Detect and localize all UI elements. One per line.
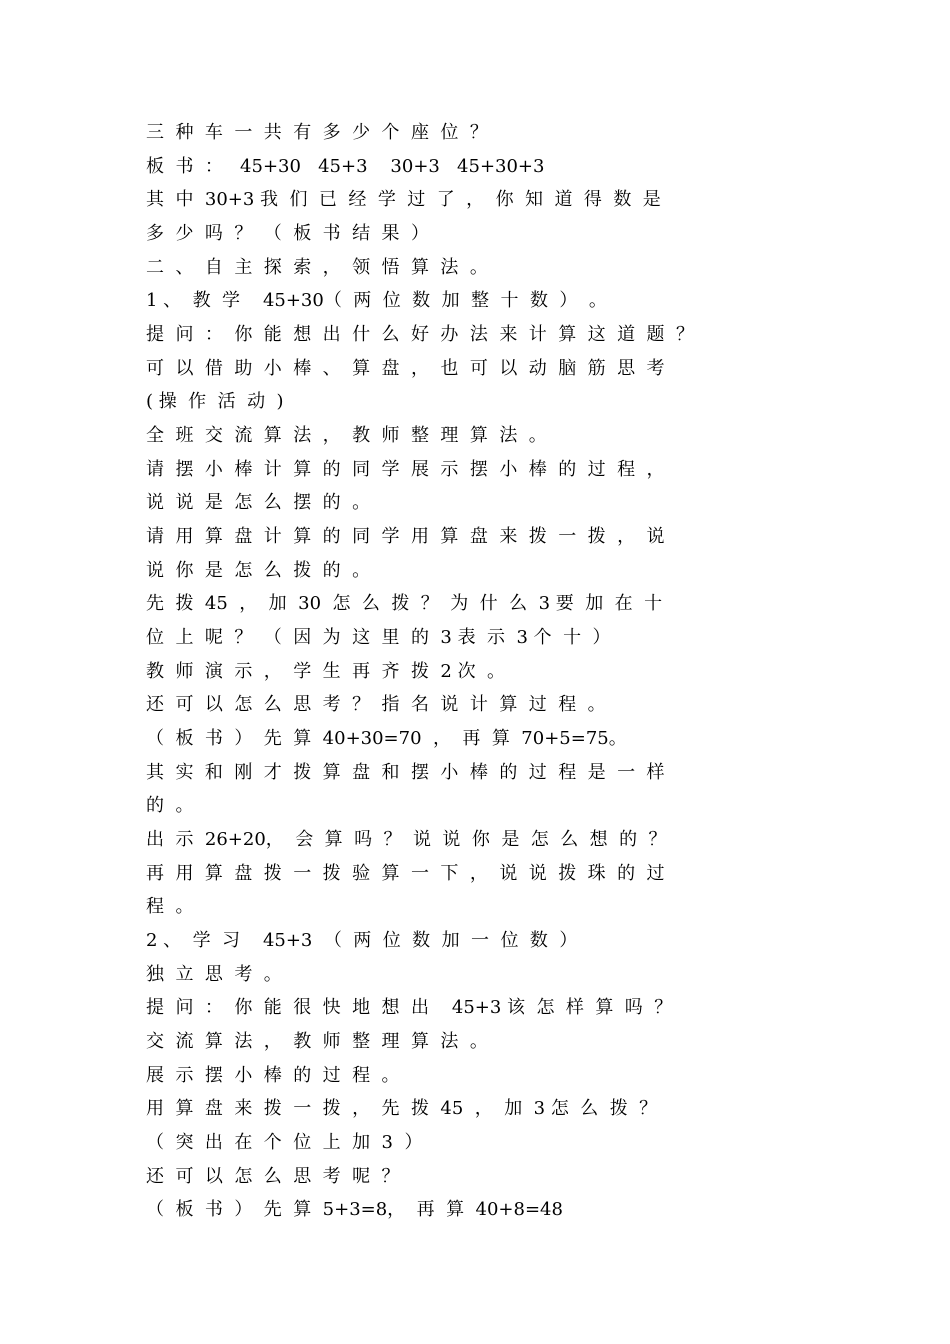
text-line: 还 可 以 怎 么 思 考 ？ 指 名 说 计 算 过 程 。 [146,694,606,715]
text-line: （ 板 书 ） 先 算 40+30=70 ， 再 算 70+5=75。 [146,728,627,749]
text-line: 出 示 26+20， 会 算 吗 ？ 说 说 你 是 怎 么 想 的 ？ [146,829,667,850]
text-line: 再 用 算 盘 拨 一 拨 验 算 一 下 ， 说 说 拨 珠 的 过 [146,863,665,884]
text-line: 说 你 是 怎 么 拨 的 。 [146,560,371,581]
text-line: 请 摆 小 棒 计 算 的 同 学 展 示 摆 小 棒 的 过 程 ， [146,459,665,480]
text-line: 板 书 ： 45+30 45+3 30+3 45+30+3 [146,156,545,177]
text-line: 提 问 ： 你 能 很 快 地 想 出 45+3 该 怎 样 算 吗 ？ [146,997,673,1018]
subsection-heading: 1 、 教 学 45+30（ 两 位 数 加 整 十 数 ） 。 [146,290,607,311]
subsection-heading: 2 、 学 习 45+3 （ 两 位 数 加 一 位 数 ） [146,930,578,951]
section-heading: 二 、 自 主 探 索 ， 领 悟 算 法 。 [146,257,488,278]
text-line: 程 。 [146,896,194,917]
text-line: 可 以 借 助 小 棒 、 算 盘 ， 也 可 以 动 脑 筋 思 考 [146,358,665,379]
text-line: 的 。 [146,795,194,816]
text-line: 位 上 呢 ？ （ 因 为 这 里 的 3 表 示 3 个 十 ） [146,627,611,648]
text-line: 其 实 和 刚 才 拨 算 盘 和 摆 小 棒 的 过 程 是 一 样 [146,762,665,783]
text-line: 用 算 盘 来 拨 一 拨 ， 先 拨 45 ， 加 3 怎 么 拨 ？ [146,1098,658,1119]
text-line: 请 用 算 盘 计 算 的 同 学 用 算 盘 来 拨 一 拨 ， 说 [146,526,665,547]
text-line: 交 流 算 法 ， 教 师 整 理 算 法 。 [146,1031,488,1052]
text-line: 先 拨 45 ， 加 30 怎 么 拨 ？ 为 什 么 3 要 加 在 十 [146,593,663,614]
text-line: 全 班 交 流 算 法 ， 教 师 整 理 算 法 。 [146,425,547,446]
text-line: 其 中 30+3 我 们 已 经 学 过 了 ， 你 知 道 得 数 是 [146,189,661,210]
text-line: （ 板 书 ） 先 算 5+3=8， 再 算 40+8=48 [146,1199,563,1220]
text-line: 展 示 摆 小 棒 的 过 程 。 [146,1065,400,1086]
text-line: 提 问 ： 你 能 想 出 什 么 好 办 法 来 计 算 这 道 题 ？ [146,324,694,345]
text-line: 还 可 以 怎 么 思 考 呢 ？ [146,1166,400,1187]
text-line: （ 突 出 在 个 位 上 加 3 ） [146,1132,423,1153]
text-line: 说 说 是 怎 么 摆 的 。 [146,492,371,513]
text-line: 三 种 车 一 共 有 多 少 个 座 位 ？ [146,122,488,143]
text-line: 教 师 演 示 ， 学 生 再 齐 拨 2 次 。 [146,661,506,682]
text-line: ( 操 作 活 动 ) [146,391,284,412]
text-line: 独 立 思 考 。 [146,964,282,985]
text-line: 多 少 吗 ？ （ 板 书 结 果 ） [146,223,429,244]
